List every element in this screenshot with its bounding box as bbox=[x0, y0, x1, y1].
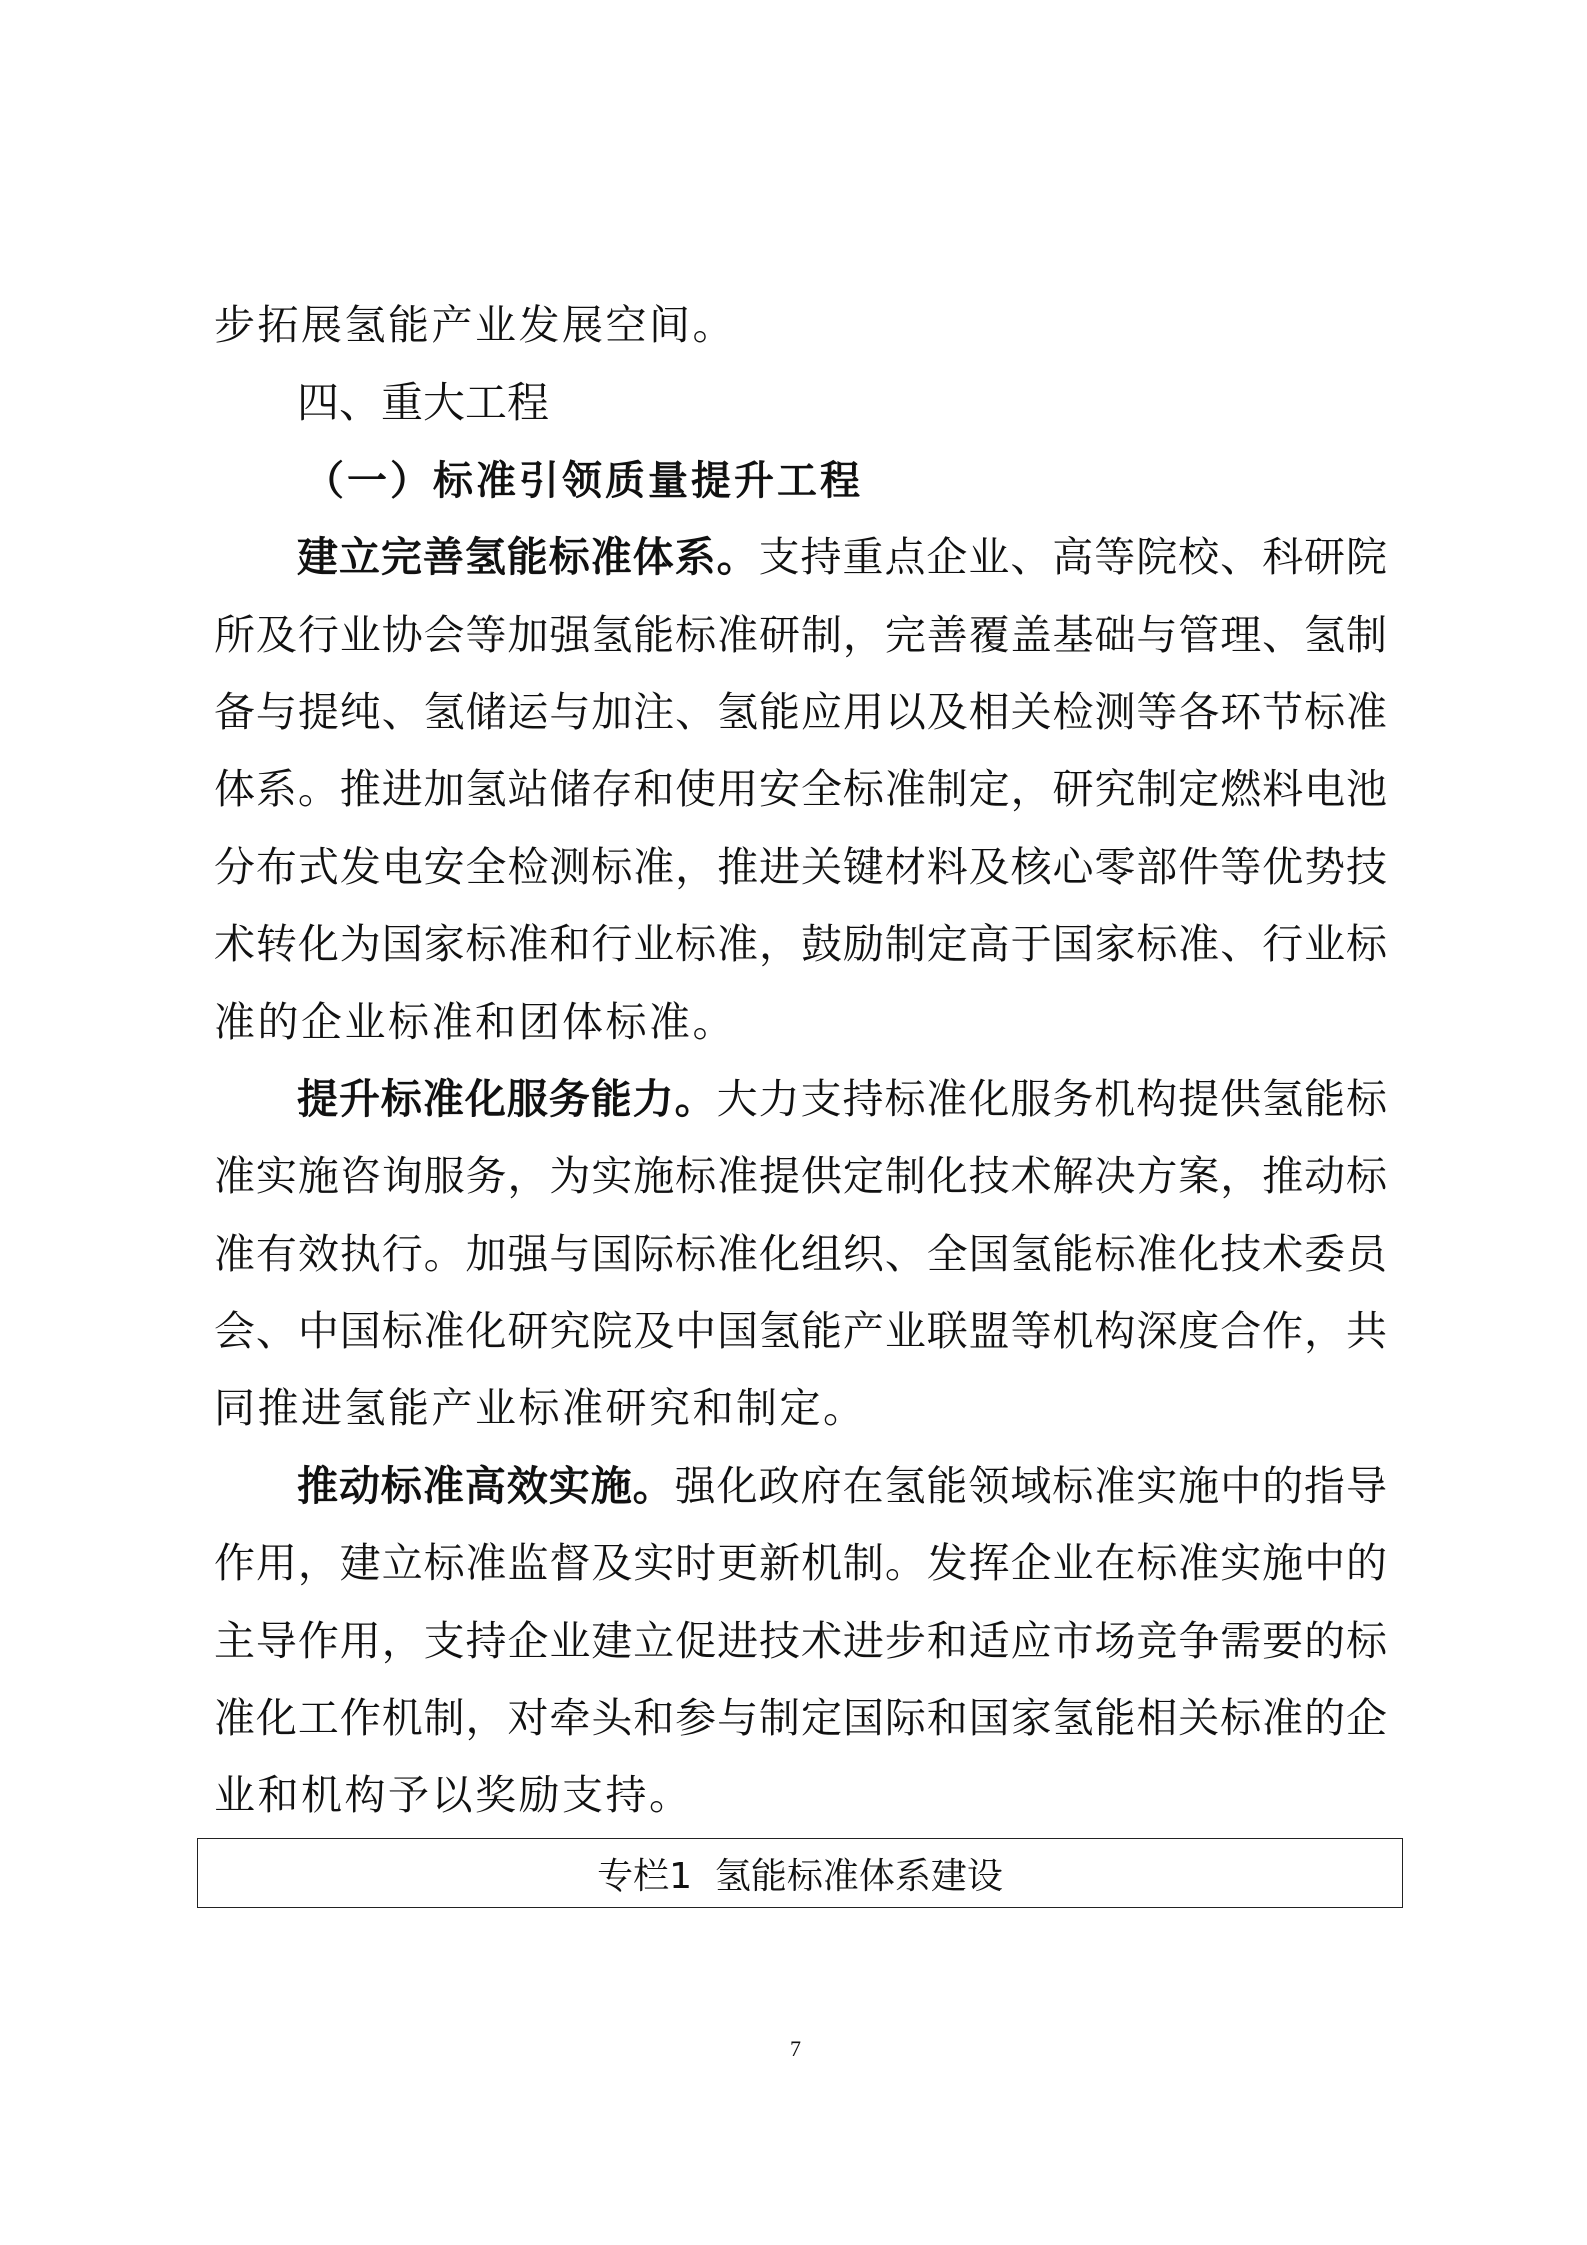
section-heading: 四、重大工程 bbox=[297, 378, 550, 428]
body-line: 同推进氢能产业标准研究和制定。 bbox=[214, 1384, 867, 1433]
column-box-title: 专栏1 氢能标准体系建设 bbox=[597, 1855, 1003, 1897]
paragraph-lead: 推动标准高效实施。 bbox=[297, 1461, 675, 1510]
body-line: 备与提纯、氢储运与加注、氢能应用以及相关检测等各环节标准 bbox=[214, 687, 1387, 736]
body-text: 支持重点企业、高等院校、科研院 bbox=[758, 533, 1388, 582]
paragraph-first-line bbox=[214, 1448, 1387, 1525]
paragraph-lead: 建立完善氢能标准体系。 bbox=[297, 533, 759, 582]
body-line: 体系。推进加氢站储存和使用安全标准制定，研究制定燃料电池 bbox=[214, 765, 1387, 814]
body-line: 准化工作机制，对牵头和参与制定国际和国家氢能相关标准的企 bbox=[214, 1694, 1387, 1743]
paragraph-first-line bbox=[214, 519, 1387, 596]
body-line: 步拓展氢能产业发展空间。 bbox=[214, 301, 736, 349]
paragraph-first-line bbox=[214, 1061, 1387, 1138]
body-line: 业和机构予以奖励支持。 bbox=[214, 1771, 693, 1820]
body-line: 主导作用，支持企业建立促进技术进步和适应市场竞争需要的标 bbox=[214, 1616, 1387, 1665]
body-line: 准的企业标准和团体标准。 bbox=[214, 997, 736, 1046]
body-line: 作用，建立标准监督及实时更新机制。发挥企业在标准实施中的 bbox=[214, 1539, 1387, 1588]
column-box bbox=[197, 1838, 1403, 1908]
body-line: 会、中国标准化研究院及中国氢能产业联盟等机构深度合作，共 bbox=[214, 1307, 1387, 1356]
body-text: 大力支持标准化服务机构提供氢能标 bbox=[716, 1074, 1388, 1123]
body-line: 准有效执行。加强与国际标准化组织、全国氢能标准化技术委员 bbox=[214, 1229, 1387, 1278]
body-line: 术转化为国家标准和行业标准，鼓励制定高于国家标准、行业标 bbox=[214, 920, 1387, 969]
subsection-heading: （一）标准引领质量提升工程 bbox=[304, 456, 863, 504]
page-number: 7 bbox=[790, 2036, 801, 2061]
body-text: 强化政府在氢能领域标准实施中的指导 bbox=[674, 1461, 1387, 1510]
body-line: 准实施咨询服务，为实施标准提供定制化技术解决方案，推动标 bbox=[214, 1152, 1387, 1201]
document-body bbox=[214, 287, 1387, 1835]
paragraph-lead: 提升标准化服务能力。 bbox=[297, 1074, 717, 1123]
body-line: 分布式发电安全检测标准，推进关键材料及核心零部件等优势技 bbox=[214, 842, 1387, 891]
body-line: 所及行业协会等加强氢能标准研制，完善覆盖基础与管理、氢制 bbox=[214, 610, 1387, 659]
